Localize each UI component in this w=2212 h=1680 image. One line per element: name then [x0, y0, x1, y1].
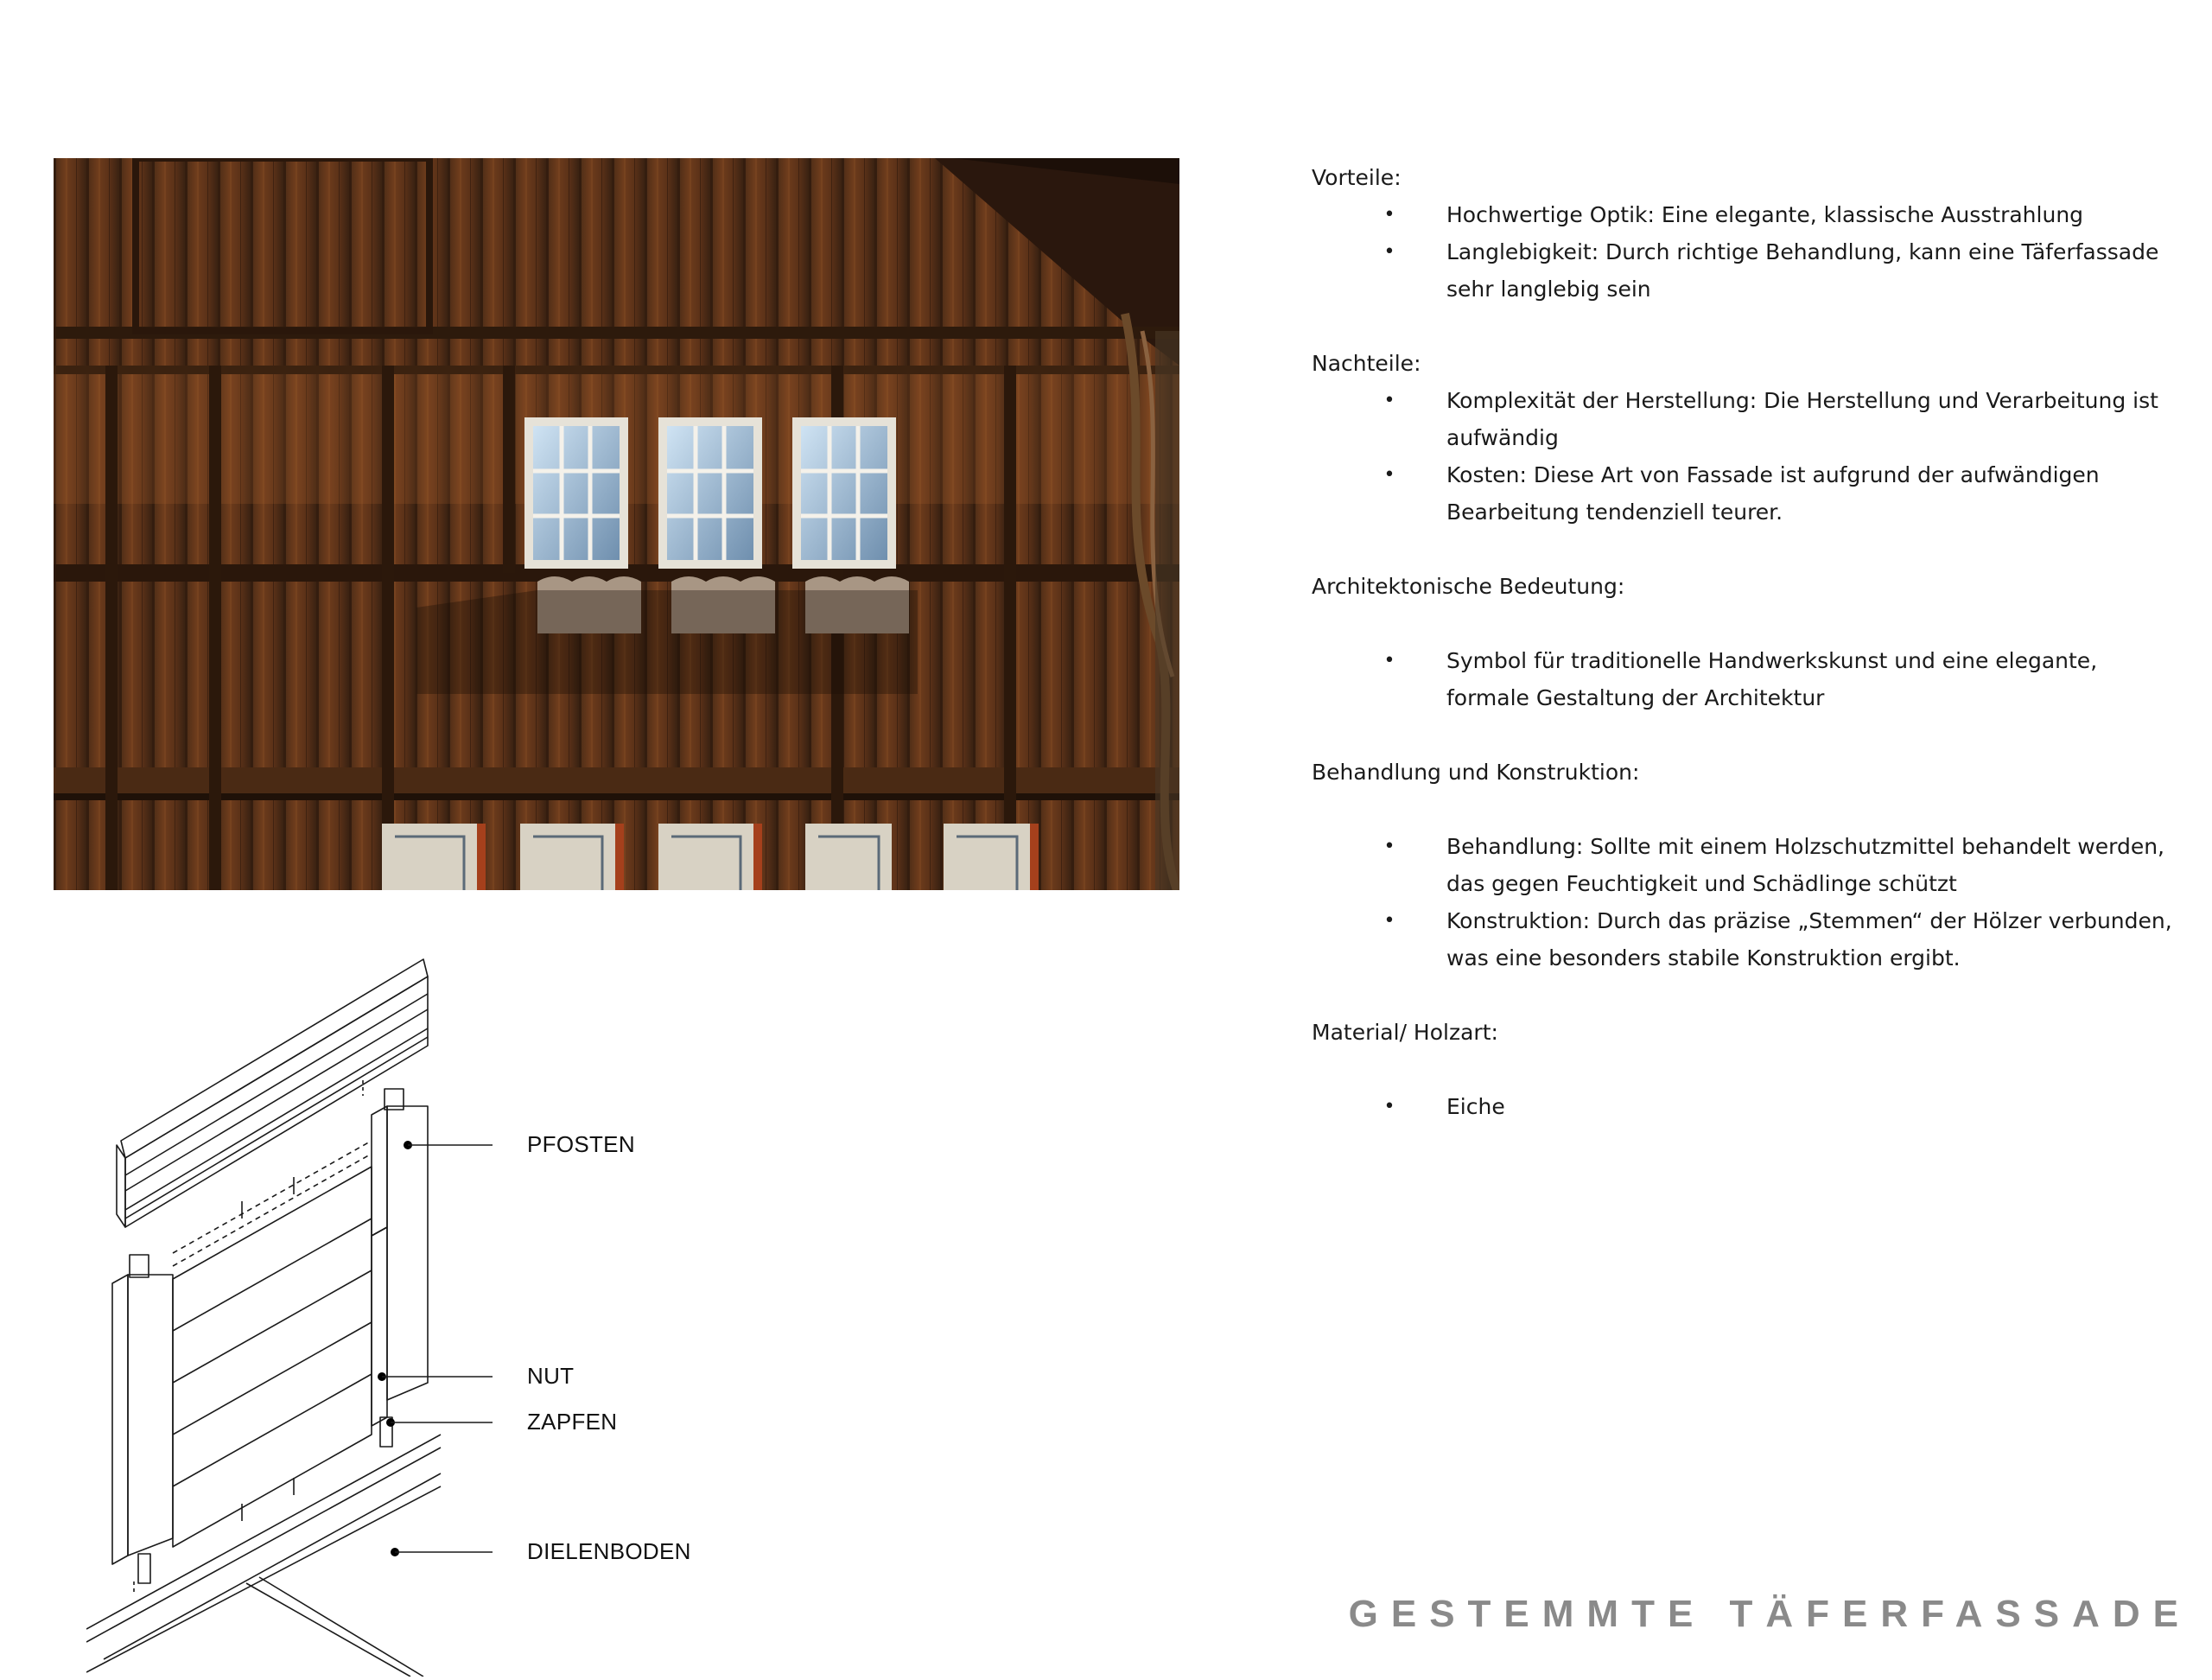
window-upper-3 — [792, 417, 896, 569]
facade-photo-illustration — [54, 158, 1179, 890]
post-right — [363, 1080, 428, 1447]
window-upper-1 — [524, 417, 628, 569]
construction-drawing — [86, 951, 743, 1677]
section-bedeutung — [1312, 568, 2176, 716]
post-left — [112, 1255, 173, 1594]
list-item-text: Langlebigkeit: Durch richtige Behandlung, kann eine Täferfassade sehr langlebig sein — [1446, 239, 2159, 302]
bullet-icon: • — [1383, 204, 1395, 226]
spacer — [1312, 605, 2176, 642]
list-item-text: Konstruktion: Durch das präzise „Stemmen“ der Hölzer verbunden, was eine besonders stabile Konstruktion ergibt. — [1446, 908, 2172, 970]
label-dielenboden: DIELENBODEN — [527, 1538, 691, 1564]
list-item — [1312, 456, 2176, 531]
section-vorteile — [1312, 159, 2176, 308]
section-nachteile — [1312, 345, 2176, 531]
list-item — [1312, 642, 2176, 716]
bullet-list — [1312, 642, 2176, 716]
leader-lines — [378, 1141, 493, 1556]
label-zapfen: ZAPFEN — [527, 1409, 618, 1435]
list-item — [1312, 382, 2176, 456]
top-beam — [117, 959, 428, 1227]
bullet-list — [1312, 1088, 2176, 1125]
section-heading: Vorteile: — [1312, 165, 1402, 190]
section-heading: Nachteile: — [1312, 351, 1421, 376]
bullet-icon: • — [1383, 650, 1395, 671]
facade-photo — [54, 158, 1179, 890]
section-heading: Material/ Holzart: — [1312, 1020, 1498, 1045]
bullet-icon: • — [1383, 1096, 1395, 1117]
construction-diagram — [86, 951, 743, 1677]
label-nut: NUT — [527, 1363, 575, 1389]
description-column — [1312, 159, 2176, 1162]
bullet-icon: • — [1383, 241, 1395, 263]
list-item — [1312, 233, 2176, 308]
bullet-list — [1312, 828, 2176, 977]
bullet-icon: • — [1383, 464, 1395, 486]
section-heading: Architektonische Bedeutung: — [1312, 574, 1625, 599]
list-item-text: Hochwertige Optik: Eine elegante, klassische Ausstrahlung — [1446, 202, 2084, 227]
bullet-list — [1312, 382, 2176, 531]
label-pfosten: PFOSTEN — [527, 1131, 635, 1157]
list-item — [1312, 1088, 2176, 1125]
spacer — [1312, 791, 2176, 828]
page-title: GESTEMMTE TÄFERFASSADE — [1348, 1593, 2191, 1635]
section-heading: Behandlung und Konstruktion: — [1312, 760, 1640, 785]
infill-planks — [173, 1141, 372, 1547]
bullet-icon: • — [1383, 836, 1395, 857]
bullet-icon: • — [1383, 910, 1395, 932]
list-item-text: Kosten: Diese Art von Fassade ist aufgrund der aufwändigen Bearbeitung tendenziell teurer. — [1446, 462, 2100, 525]
spacer — [1312, 1051, 2176, 1088]
list-item-text: Eiche — [1446, 1094, 1505, 1119]
list-item — [1312, 196, 2176, 233]
window-upper-2 — [658, 417, 762, 569]
list-item-text: Komplexität der Herstellung: Die Herstellung und Verarbeitung ist aufwändig — [1446, 388, 2158, 450]
list-item — [1312, 902, 2176, 977]
section-material — [1312, 1014, 2176, 1125]
section-konstruktion — [1312, 754, 2176, 977]
list-item-text: Behandlung: Sollte mit einem Holzschutzmittel behandelt werden, das gegen Feuchtigkeit und Schädlinge schützt — [1446, 834, 2165, 896]
list-item — [1312, 828, 2176, 902]
bullet-icon: • — [1383, 390, 1395, 411]
floor-boards — [86, 1435, 441, 1677]
bullet-list — [1312, 196, 2176, 308]
list-item-text: Symbol für traditionelle Handwerkskunst und eine elegante, formale Gestaltung der Architektur — [1446, 648, 2098, 710]
